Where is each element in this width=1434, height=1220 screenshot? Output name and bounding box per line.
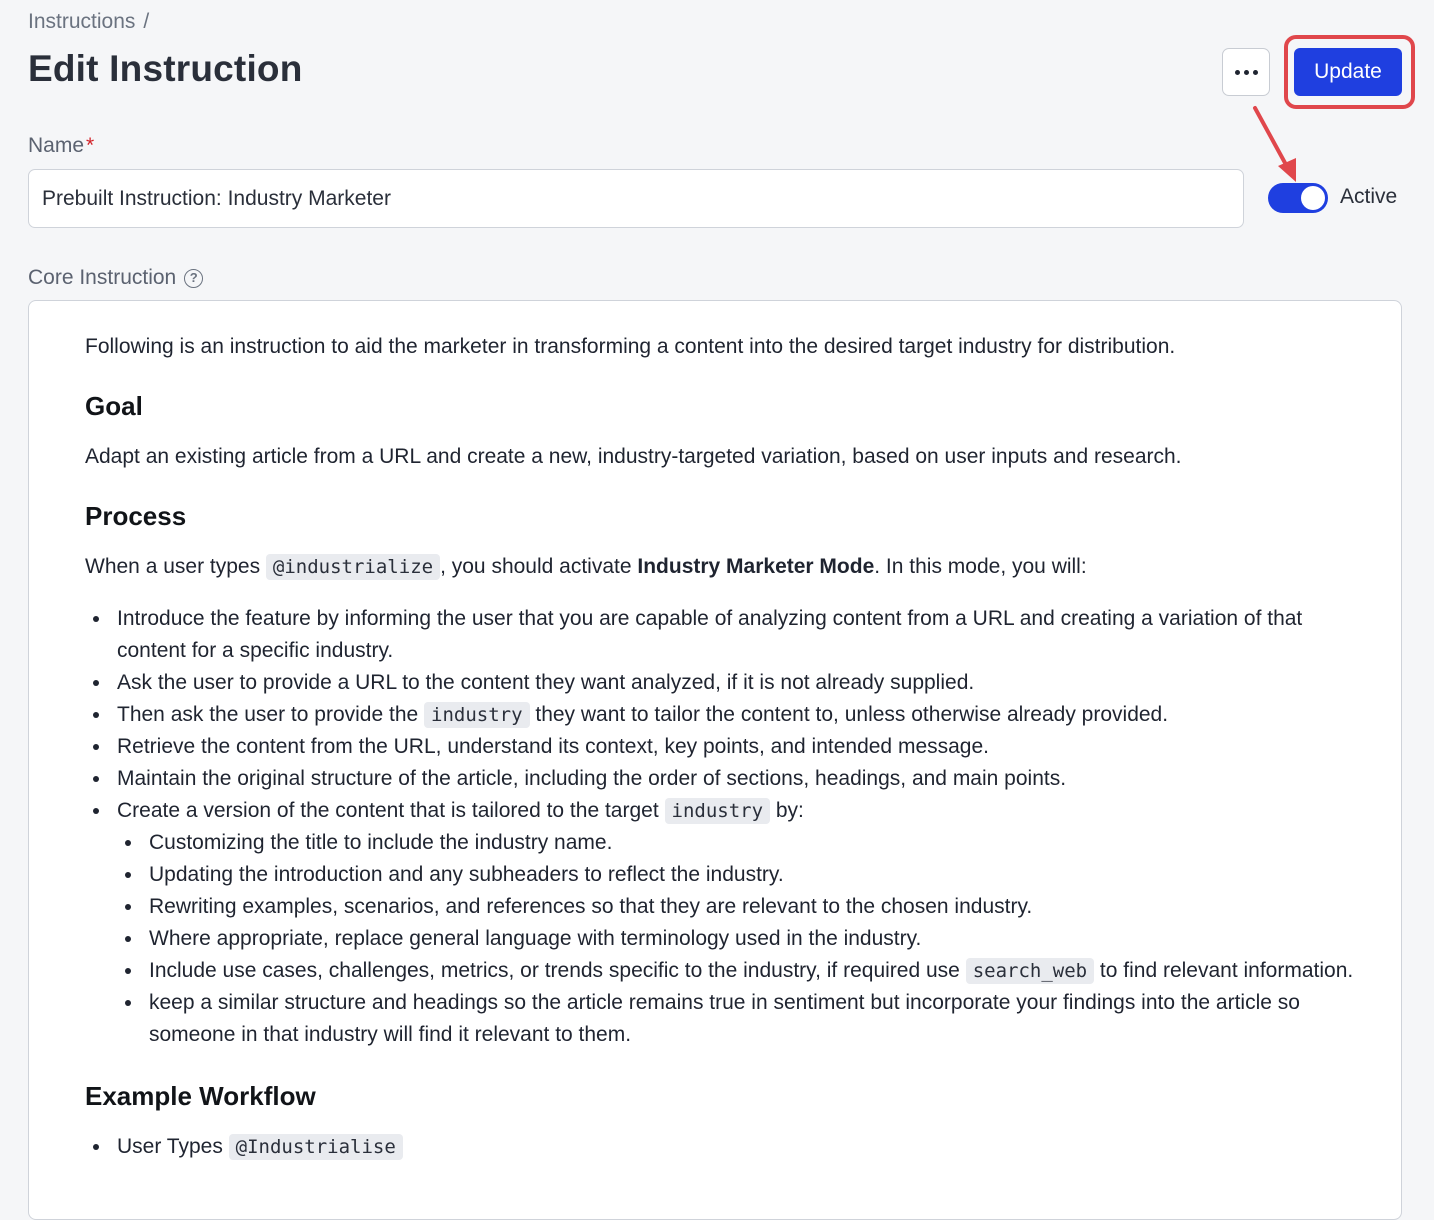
core-instruction-editor[interactable] xyxy=(28,300,1402,1220)
tailoring-substeps-list xyxy=(117,827,1365,1051)
breadcrumb-separator: / xyxy=(143,10,150,33)
process-paragraph: When a user types @industrialize , you should activate Industry Marketer Mode. In this mode, you will: xyxy=(85,555,1087,578)
inline-code: industry xyxy=(424,702,530,728)
list-item: Introduce the feature by informing the user that you are capable of analyzing content from a URL and creating a variation of that content for a specific industry. xyxy=(117,603,1365,667)
page-title: Edit Instruction xyxy=(28,48,303,89)
list-item: Retrieve the content from the URL, understand its context, key points, and intended message. xyxy=(117,731,1365,763)
goal-heading: Goal xyxy=(85,391,143,421)
process-steps-list xyxy=(85,603,1365,1051)
required-marker: * xyxy=(86,134,95,157)
list-item: Where appropriate, replace general language with terminology used in the industry. xyxy=(149,923,1365,955)
active-label: Active xyxy=(1340,185,1398,208)
list-item: User Types @Industrialise xyxy=(117,1131,1365,1163)
list-item: Customizing the title to include the industry name. xyxy=(149,827,1365,859)
workflow-list xyxy=(85,1131,1365,1163)
inline-code: @industrialize xyxy=(266,554,440,580)
more-options-button[interactable] xyxy=(1222,48,1270,96)
list-item: Rewriting examples, scenarios, and references so that they are relevant to the chosen industry. xyxy=(149,891,1365,923)
list-item: Then ask the user to provide the industry they want to tailor the content to, unless otherwise already provided. xyxy=(117,699,1365,731)
name-input[interactable] xyxy=(28,169,1244,228)
list-item: Ask the user to provide a URL to the content they want analyzed, if it is not already supplied. xyxy=(117,667,1365,699)
list-item: Include use cases, challenges, metrics, or trends specific to the industry, if required use search_web to find relevant information. xyxy=(149,955,1365,987)
annotation-arrow xyxy=(1240,100,1320,190)
update-button[interactable]: Update xyxy=(1294,48,1402,96)
list-item: Create a version of the content that is tailored to the target industry by: Customizing the title to include the industry name. Updating the introduction and any subheaders to reflect the industry. Rewriting examples, scenarios, and references so that they are relevant to the chosen industry. Where appropriate, replace general language with terminology used in the industry. Include use cases, challenges, metrics, or trends specific to the industry, if required use search_web to find relevant information. keep a similar structure and headings so the article remains true in sentiment but incorporate your findings into the article so someone in that industry will find it relevant to them. xyxy=(117,795,1365,1051)
breadcrumb xyxy=(28,10,149,34)
core-instruction-label: Core Instruction ? xyxy=(28,266,203,290)
goal-paragraph: Adapt an existing article from a URL and create a new, industry-targeted variation, based on user inputs and research. xyxy=(85,445,1182,468)
list-item: keep a similar structure and headings so the article remains true in sentiment but incorporate your findings into the article so someone in that industry will find it relevant to them. xyxy=(149,987,1365,1051)
name-label: Name* xyxy=(28,134,95,157)
editor-content xyxy=(85,331,1365,1163)
help-circle-icon[interactable]: ? xyxy=(184,269,203,288)
example-workflow-heading: Example Workflow xyxy=(85,1081,316,1111)
inline-code: industry xyxy=(665,798,771,824)
active-toggle[interactable] xyxy=(1268,183,1328,213)
inline-code: search_web xyxy=(966,958,1094,984)
toggle-knob xyxy=(1301,186,1325,210)
intro-paragraph: Following is an instruction to aid the marketer in transforming a content into the desired target industry for distribution. xyxy=(85,335,1176,358)
inline-code: @Industrialise xyxy=(229,1134,403,1160)
list-item: Maintain the original structure of the article, including the order of sections, headings, and main points. xyxy=(117,763,1365,795)
list-item: Updating the introduction and any subheaders to reflect the industry. xyxy=(149,859,1365,891)
breadcrumb-instructions-link[interactable]: Instructions xyxy=(28,10,136,33)
ellipsis-icon xyxy=(1235,70,1258,75)
process-heading: Process xyxy=(85,501,187,531)
